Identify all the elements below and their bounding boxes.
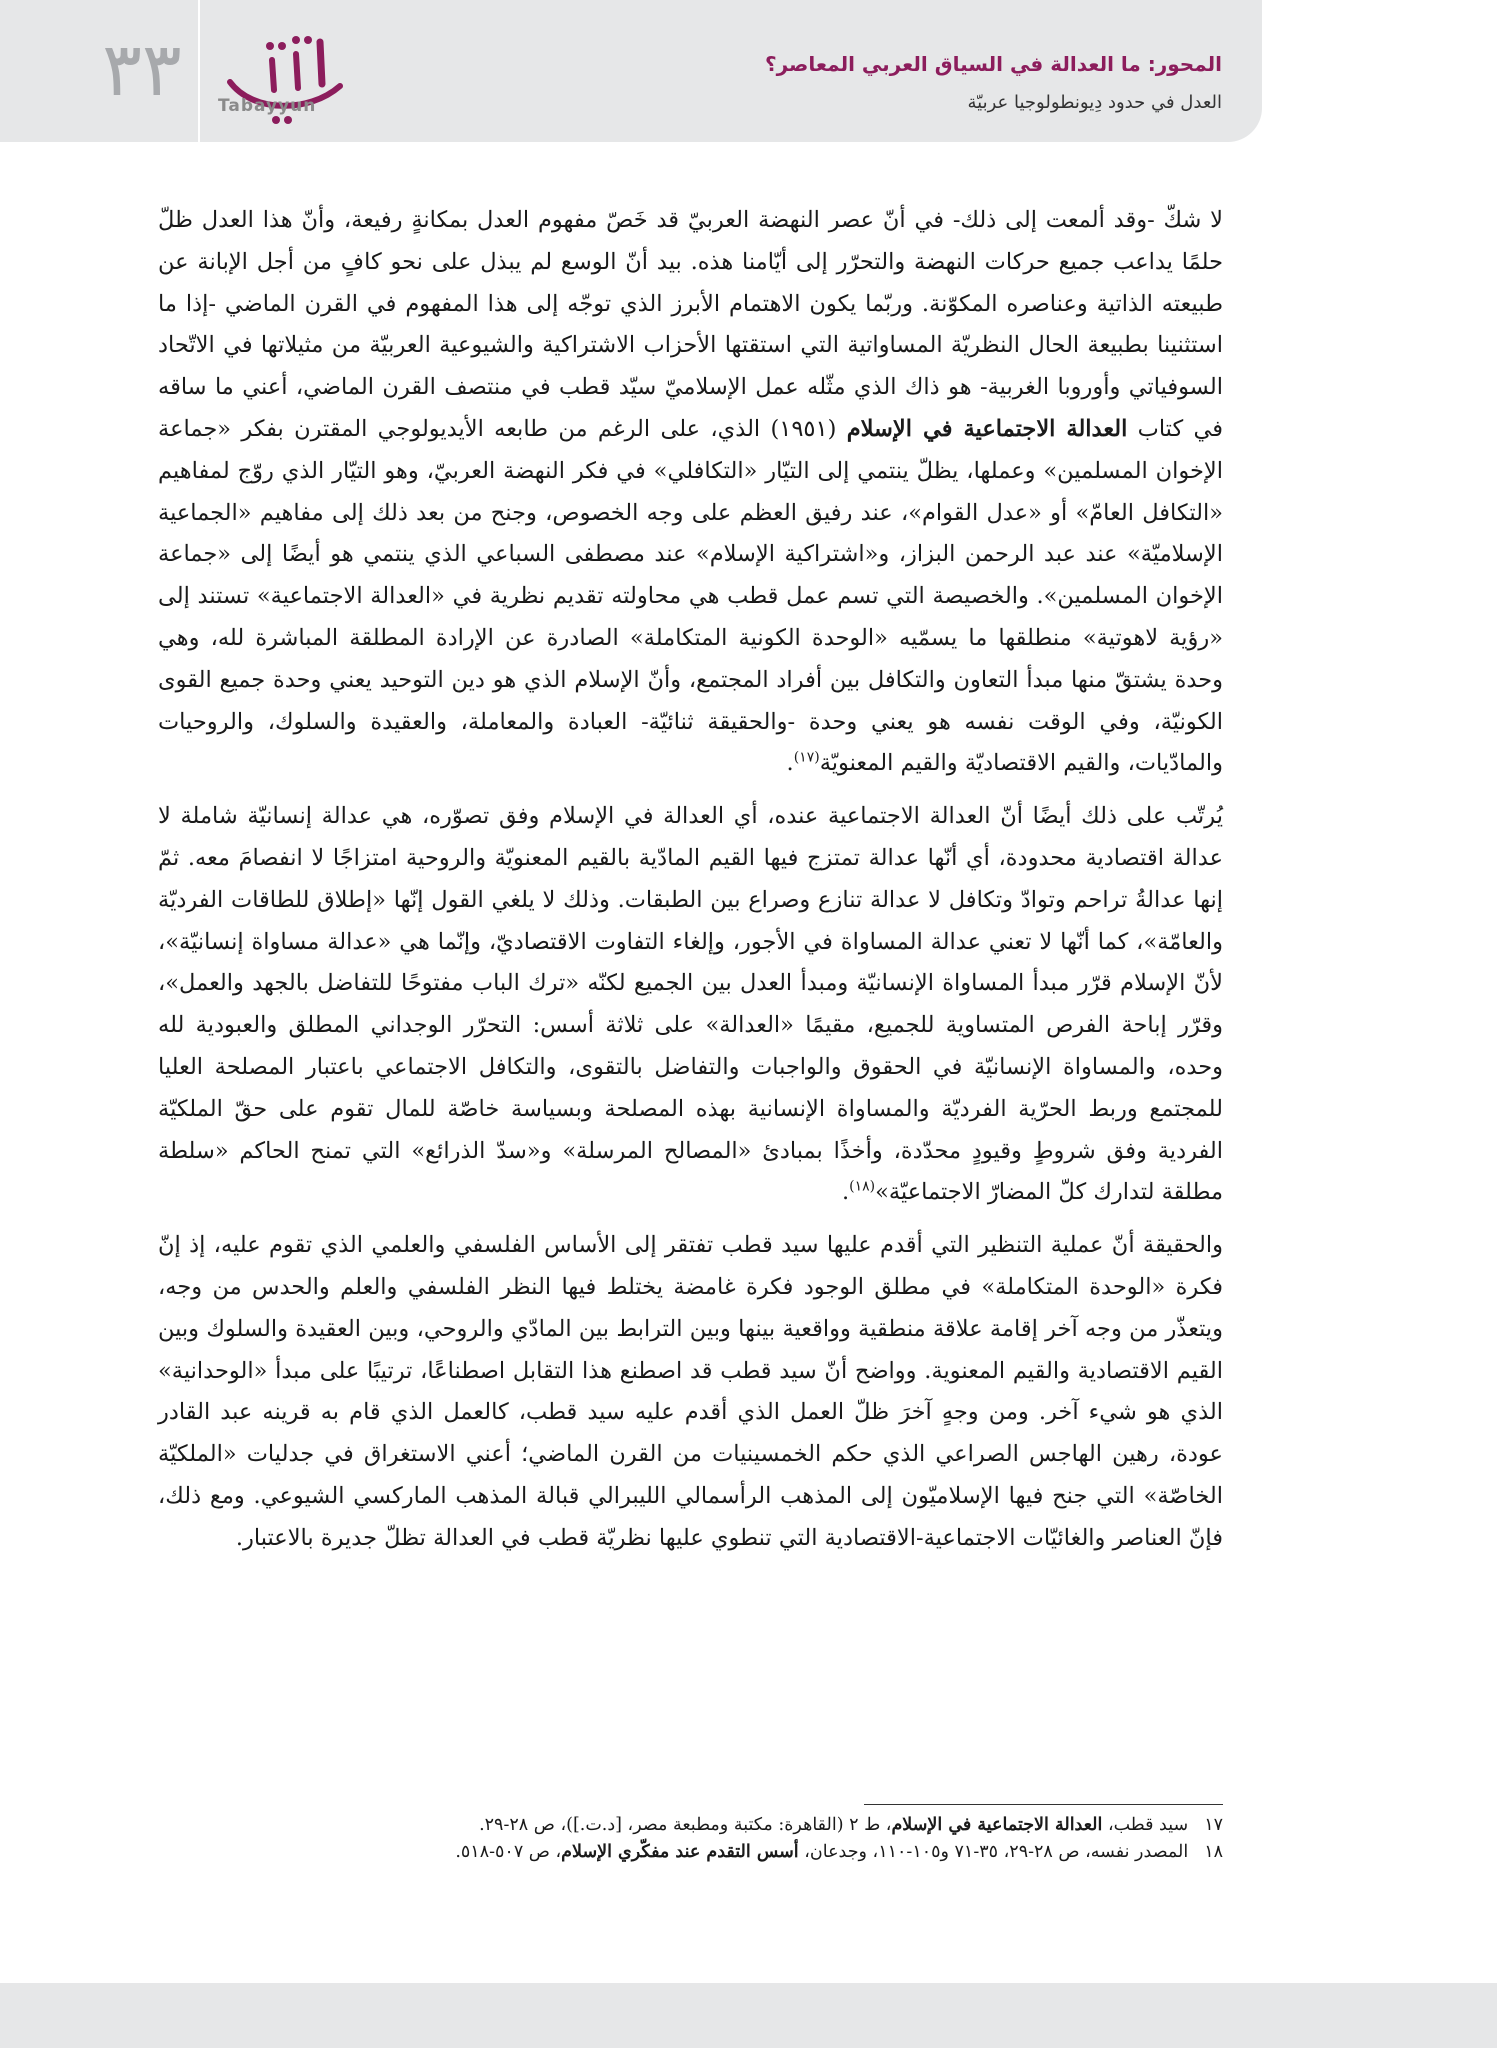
logo-wordmark: Tabayyun: [218, 96, 317, 116]
header-divider: [198, 0, 200, 142]
paragraph-3: والحقيقة أنّ عملية التنظير التي أقدم عليها سيد قطب تفتقر إلى الأساس الفلسفي والعلمي الذي تقوم عليه، إذ إنّ فكرة «الوحدة المتكاملة» في مطلق الوجود فكرة غامضة يختلط فيها النظر الفلسفي والعلم والحدس من وجه، ويتعذّر من وجه آخر إقامة علاقة منطقية وواقعية بينها وبين الترابط بين المادّي والروحي، وبين العقيدة والسلوك وبين القيم الاقتصادية والقيم المعنوية. وواضح أنّ سيد قطب قد اصطنع هذا التقابل اصطناعًا، ترتيبًا على مبدأ «الوحدانية» الذي هو شيء آخر. ومن وجهٍ آخرَ ظلّ العمل الذي أقدم عليه سيد قطب، كالعمل الذي قام به قرينه عبد القادر عودة، رهين الهاجس الصراعي الذي حكم الخمسينيات من القرن الماضي؛ أعني الاستغراق في جدليات «الملكيّة الخاصّة» التي جنح فيها الإسلاميّون إلى المذهب الرأسمالي الليبرالي قبالة المذهب الماركسي الشيوعي. ومع ذلك، فإنّ العناصر والغائيّات الاجتماعية-الاقتصادية التي تنطوي عليها نظريّة قطب في العدالة تظلّ جديرة بالاعتبار.: [158, 1232, 1223, 1551]
footnote-separator: [864, 1804, 1223, 1805]
page-number: ٣٣: [102, 27, 182, 113]
section-title: المحور: ما العدالة في السياق العربي المعاصر؟: [765, 52, 1222, 76]
section-subtitle: العدل في حدود دِيونطولوجيا عربيّة: [967, 92, 1222, 113]
footnote-ref-18[interactable]: (١٨): [849, 1178, 876, 1195]
paragraph-1: لا شكّ -وقد ألمعت إلى ذلك- في أنّ عصر النهضة العربيّ قد خَصّ مفهوم العدل بمكانةٍ رفيعة، وأنّ هذا العدل ظلّ حلمًا يداعب جميع حركات النهضة والتحرّر إلى أيّامنا هذه. بيد أنّ الوسع لم يبذل على نحو كافٍ من أجل الإبانة عن طبيعته الذاتية وعناصره المكوّنة. وربّما يكون الاهتمام الأبرز الذي توجّه إلى هذا المفهوم في القرن الماضي -إذا ما استثنينا بطبيعة الحال النظريّة المساواتية التي استقتها الأحزاب الاشتراكية والشيوعية العربيّة من مثيلاتها في الاتّحاد السوفياتي وأوروبا الغربية- هو ذاك الذي مثّله عمل الإسلاميّ سيّد قطب في منتصف القرن الماضي، أعني ما ساقه في كتاب العدالة الاجتماعية في الإسلام (١٩٥١) الذي، على الرغم من طابعه الأيديولوجي المقترن بفكر «جماعة الإخوان المسلمين» وعملها، يظلّ ينتمي إلى التيّار «التكافلي» في فكر النهضة العربيّ، وهو التيّار الذي روّج لمفاهيم «التكافل العامّ» أو «عدل القوام»، عند رفيق العظم على وجه الخصوص، وجنح من بعد ذلك إلى مفاهيم «الجماعية الإسلاميّة» عند عبد الرحمن البزاز، و«اشتراكية الإسلام» عند مصطفى السباعي الذي ينتمي هو أيضًا إلى «جماعة الإخوان المسلمين». والخصيصة التي تسم عمل قطب هي محاولته تقديم نظرية في «العدالة الاجتماعية» تستند إلى «رؤية لاهوتية» منطلقها ما يسمّيه «الوحدة الكونية المتكاملة» الصادرة عن الإرادة المطلقة المباشرة لله، وهي وحدة يشتقّ منها مبدأ التعاون والتكافل بين أفراد المجتمع، وأنّ الإسلام الذي هو دين التوحيد يعني وحدة جميع القوى الكونيّة، وفي الوقت نفسه هو يعني وحدة -والحقيقة ثنائيّة- العبادة والمعاملة، والعقيدة والسلوك، والروحيات والمادّيات، والقيم الاقتصاديّة والقيم المعنويّة$^{(١٧)}$.: [158, 207, 1224, 777]
footnotes: [158, 1812, 1223, 1866]
article-body: [158, 200, 1223, 1571]
footnote-17: ١٧سيد قطب، العدالة الاجتماعية في الإسلام، ط ٢ (القاهرة: مكتبة ومطبعة مصر، [د.ت.])، ص ٢٨-٢٩.: [479, 1815, 1223, 1835]
footnote-18: ١٨المصدر نفسه، ص ٢٨-٢٩، ٣٥-٧١ و١٠٥-١١٠، وجدعان، أسس التقدم عند مفكّري الإسلام، ص ٥٠٧-٥١٨.: [455, 1842, 1223, 1862]
paragraph-2: يُرتّب على ذلك أيضًا أنّ العدالة الاجتماعية عنده، أي العدالة في الإسلام وفق تصوّره، هي عدالة إنسانيّة شاملة لا عدالة اقتصادية محدودة، أي أنّها عدالة تمتزج فيها القيم المادّية بالقيم المعنويّة والروحية امتزاجًا لا انفصامَ معه. ثمّ إنها عدالةُ تراحم وتوادّ وتكافل لا عدالة تنازع وصراع بين الطبقات. وذلك لا يلغي القول إنّها «إطلاق للطاقات الفرديّة والعامّة»، كما أنّها لا تعني عدالة المساواة في الأجور، وإلغاء التفاوت الاقتصاديّ، وإنّما هي «عدالة مساواة إنسانيّة»، لأنّ الإسلام قرّر مبدأ المساواة الإنسانيّة ومبدأ العدل بين الجميع لكنّه «ترك الباب مفتوحًا للتفاضل بالجهد والعمل»، وقرّر إباحة الفرص المتساوية للجميع، مقيمًا «العدالة» على ثلاثة أسس: التحرّر الوجداني المطلق والعبودية لله وحده، والمساواة الإنسانيّة في الحقوق والواجبات والتفاضل بالتقوى، والتكافل الاجتماعي باعتبار المصلحة العليا للمجتمع وربط الحرّية الفرديّة والمساواة الإنسانية بهذه المصلحة وبسياسة خاصّة للمال تقوم على حقّ الملكيّة الفردية وفق شروطٍ وقيودٍ محدّدة، وأخذًا بمبادئ «المصالح المرسلة» و«سدّ الذرائع» التي تمنح الحاكم «سلطة مطلقة لتدارك كلّ المضارّ الاجتماعيّة»$^{(١٨)}$.: [158, 803, 1223, 1206]
bottom-band: [0, 1983, 1497, 2048]
book-title: العدالة الاجتماعية في الإسلام: [846, 415, 1128, 442]
footnote-ref-17[interactable]: (١٧): [793, 749, 820, 766]
